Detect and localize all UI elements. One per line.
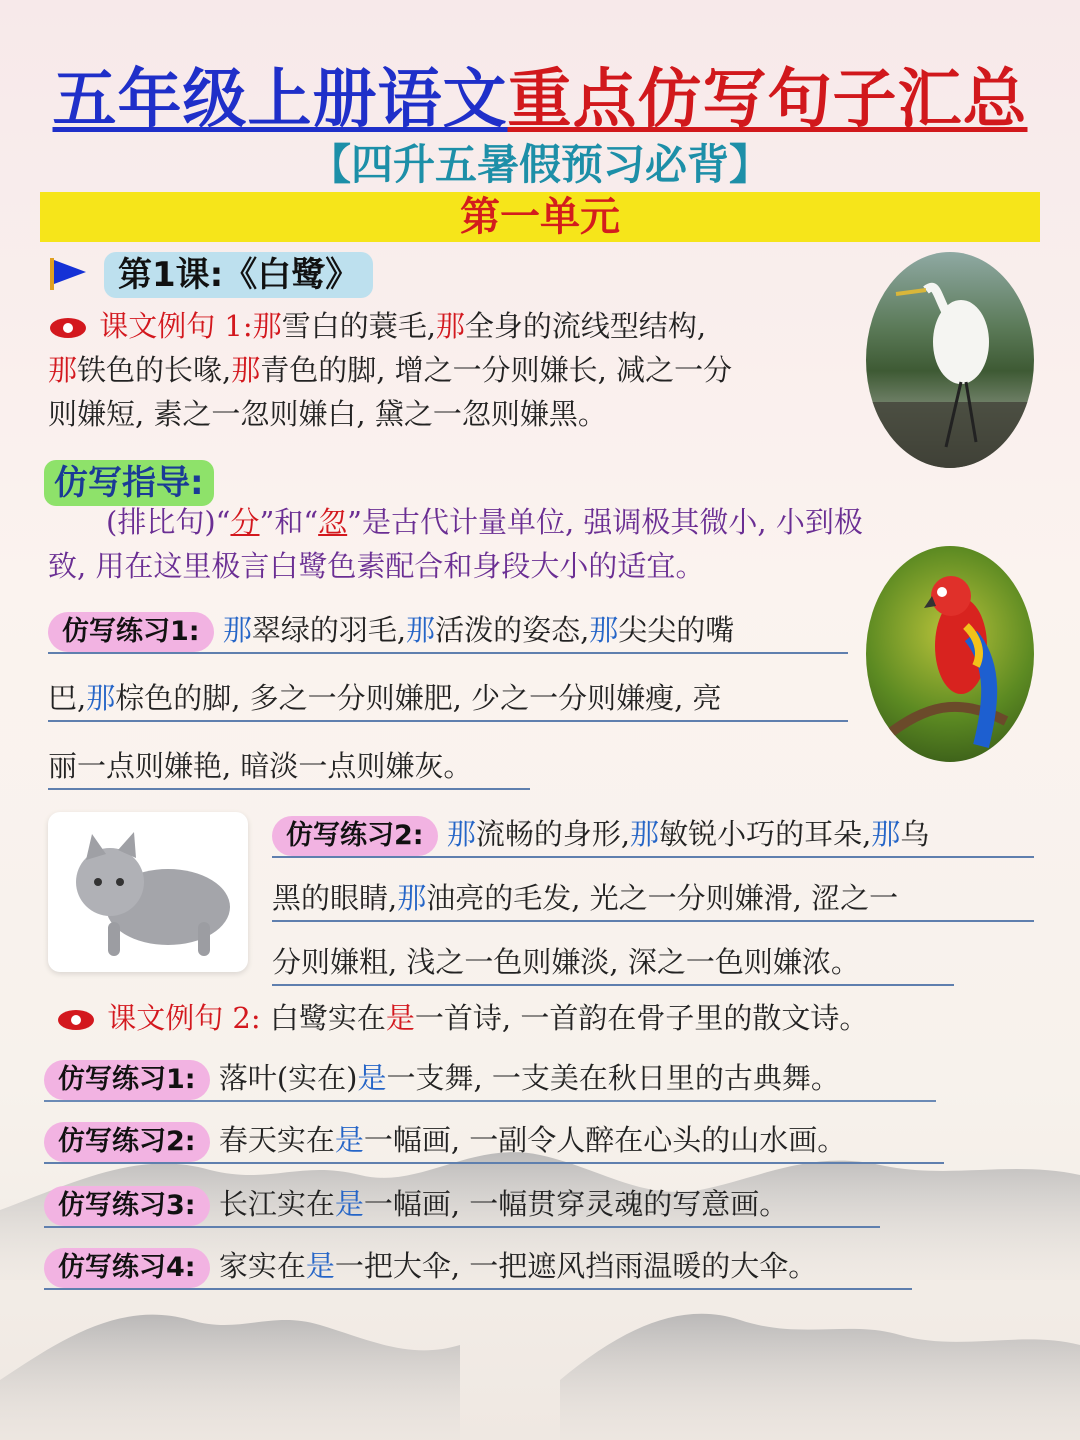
keyword: 那 [446,817,476,851]
page-subtitle: 【四升五暑假预习必背】 [308,140,771,189]
eye-icon [56,1008,98,1032]
exercise-row-2 [44,1118,944,1164]
practice1-line1 [48,608,848,654]
practice2-line1 [272,812,1034,858]
text: 全身的流线型结构, [464,309,707,343]
text: 长江实在 [218,1187,335,1221]
text: 乌 [900,817,930,851]
text: 一幅画, 一副令人醉在心头的山水画。 [363,1123,847,1157]
parrot-photo [866,546,1034,762]
text: 家实在 [218,1249,306,1283]
keyword: 那 [589,613,619,647]
text: 落叶(实在) [218,1061,358,1095]
eye-icon [48,316,90,340]
keyword: 是 [357,1061,387,1095]
flag-icon [48,256,88,290]
keyword: 那 [222,613,252,647]
practice2-line2 [272,876,1034,922]
practice1-line3: 丽一点则嫌艳, 暗淡一点则嫌灰。 [48,744,530,790]
keyword: 是 [305,1249,335,1283]
exercise-label: 仿写练习3: [44,1186,210,1226]
example-sentence-2 [56,996,1056,1040]
text: 一把大伞, 一把遮风挡雨温暖的大伞。 [334,1249,818,1283]
text: 一幅画, 一幅贯穿灵魂的写意画。 [363,1187,789,1221]
text: 青色的脚, 增之一分则嫌长, 减之一分 [260,353,733,387]
text: 白鹭实在 [269,1001,386,1035]
practice2-line3: 分则嫌粗, 浅之一色则嫌淡, 深之一色则嫌浓。 [272,940,954,986]
text: 敏锐小巧的耳朵, [659,817,872,851]
text: ”是古代计量单位, 强调极其微小, 小到极 [347,505,863,539]
text: 则嫌短, 素之一忽则嫌白, 黛之一忽则嫌黑。 [48,397,607,431]
exercise-row-1 [44,1056,936,1102]
exercise-label: 仿写练习2: [44,1122,210,1162]
text: 尖尖的嘴 [618,613,735,647]
text: 雪白的蓑毛, [281,309,436,343]
text: 流畅的身形, [475,817,631,851]
text: 油亮的毛发, 光之一分则嫌滑, 涩之一 [426,881,899,915]
guide-heading: 仿写指导: [44,460,214,506]
unit-heading: 第一单元 [40,192,1040,242]
text: ”和“ [259,505,319,539]
keyword: 那 [630,817,660,851]
practice1-line2 [48,676,848,722]
text: 巴, [48,681,87,715]
keyword: 那 [86,681,116,715]
text: 黑的眼睛, [272,881,398,915]
keyword: 分 [230,505,260,539]
keyword: 是 [334,1123,364,1157]
keyword: 那 [406,613,436,647]
text: 致, 用在这里极言白鹭色素配合和身段大小的适宜。 [48,549,705,583]
title-part1: 五年级上册语文 [52,63,508,137]
exercise-label: 仿写练习4: [44,1248,210,1288]
text: 翠绿的羽毛, [251,613,407,647]
keyword: 那 [252,309,282,343]
keyword: 那 [48,353,78,387]
text: 活泼的姿态, [435,613,590,647]
page-title [0,48,1080,140]
text: 一支舞, 一支美在秋日里的古典舞。 [386,1061,840,1095]
text: 一首诗, 一首韵在骨子里的散文诗。 [414,1001,869,1035]
lesson-title: 第1课:《白鹭》 [104,252,373,298]
exercise-label: 仿写练习1: [44,1060,210,1100]
text: 棕色的脚, 多之一分则嫌肥, 少之一分则嫌瘦, 亮 [115,681,722,715]
keyword: 那 [231,353,261,387]
keyword: 那 [435,309,465,343]
practice2-label: 仿写练习2: [272,816,438,856]
exercise-row-3 [44,1182,880,1228]
example2-label: 课文例句 2: [107,1001,261,1035]
title-part2: 重点仿写句子汇总 [507,63,1028,137]
text: 春天实在 [218,1123,335,1157]
keyword: 是 [385,1001,415,1035]
egret-photo [866,252,1034,468]
example1-label: 课文例句 1: [99,309,253,343]
keyword: 忽 [318,505,348,539]
keyword: 那 [397,881,427,915]
exercise-row-4 [44,1244,912,1290]
text: (排比句)“ [106,505,231,539]
keyword: 那 [871,817,901,851]
keyword: 是 [334,1187,364,1221]
practice1-label: 仿写练习1: [48,612,214,652]
example-sentence-1 [48,304,858,436]
text: 铁色的长喙, [77,353,232,387]
kitten-photo [48,812,248,972]
